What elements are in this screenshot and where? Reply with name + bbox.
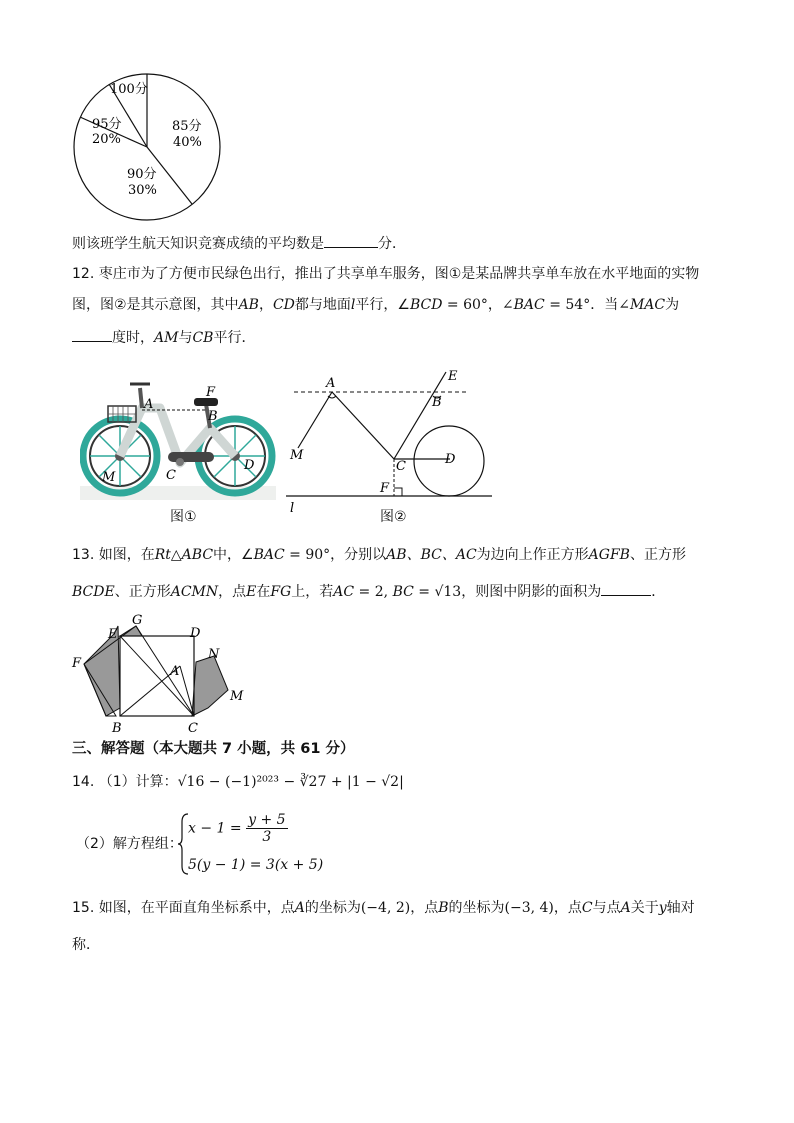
q15-b: B — [438, 900, 449, 916]
section3-title: 三、解答题（本大题共 7 小题，共 61 分） — [72, 741, 355, 757]
q12-am: AM — [154, 330, 179, 346]
fig2-label-e: E — [448, 369, 458, 384]
q12-text: 为 — [665, 297, 680, 313]
q13-fig-label-n: N — [208, 647, 220, 662]
q15-line2: 称． — [72, 937, 100, 953]
q12-eq54: = 54°．当∠ — [544, 297, 630, 313]
pie-pct-90: 30% — [128, 183, 157, 198]
q11-blank — [324, 233, 378, 248]
q15-text: 轴对 — [666, 900, 695, 916]
q13-blank — [601, 581, 651, 596]
q13-fig-label-c: C — [188, 721, 198, 736]
q13-fig-label-e: E — [108, 627, 118, 642]
q13-agfb: AGFB — [588, 547, 630, 563]
q13-text: 13. 如图，在 — [72, 547, 155, 563]
q15-y: y — [658, 900, 667, 916]
fig2-label-c: C — [396, 459, 406, 474]
q15-text: ，点 — [410, 900, 439, 916]
pie-label-90: 90分 — [127, 167, 157, 182]
q13-text: 、正方形 — [114, 584, 171, 600]
q12-sep: ， — [258, 297, 273, 313]
pie-pct-95: 20% — [92, 132, 121, 147]
q14-eq1-denominator: 3 — [262, 829, 272, 845]
q13-fig-label-m: M — [230, 689, 244, 704]
q13-fig-label-a: A — [170, 664, 180, 679]
q12-l: l — [350, 297, 356, 313]
q15-a: A — [294, 900, 305, 916]
q13-rt: Rt — [154, 547, 171, 563]
q11-answer-line — [72, 233, 406, 254]
q12-mac: MAC — [629, 297, 666, 313]
fig1-label-c: C — [166, 468, 176, 483]
q15-text: 与点 — [592, 900, 621, 916]
fig2-label-a: A — [326, 376, 336, 391]
q15-line1 — [72, 898, 695, 918]
q15-text: ，点 — [553, 900, 582, 916]
q12-text: 与 — [178, 330, 193, 346]
fig2-label-l: l — [290, 501, 295, 516]
q13-ac: AC — [333, 584, 355, 600]
fig1-label-f: F — [206, 385, 216, 400]
q13-fig-label-d: D — [190, 626, 201, 641]
fig2-label-b: B — [432, 395, 442, 410]
q15-a-coord: (−4, 2) — [360, 900, 411, 916]
q14-eq2: 5(y − 1) = 3(x + 5) — [188, 857, 324, 873]
pie-pct-85: 40% — [173, 135, 202, 150]
q12-blank — [72, 327, 112, 342]
pie-label-95: 95分 — [92, 117, 122, 132]
fig1-label-d: D — [244, 458, 255, 473]
fig1-label-m: M — [102, 470, 116, 485]
q12-line2 — [72, 295, 679, 315]
q12-cb: CB — [192, 330, 214, 346]
q13-text: 中，∠ — [213, 547, 254, 563]
q14-eq1-left: x − 1 = — [188, 820, 242, 837]
q13-text: ，点 — [218, 584, 247, 600]
q12-line1: 12. 枣庄市为了方便市民绿色出行，推出了共享单车服务，图①是某品牌共享单车放在水平地面的实物 — [72, 266, 700, 282]
q15-c: C — [581, 900, 593, 916]
q12-text: 度时， — [112, 330, 154, 346]
q13-sqrt13: √13 — [434, 584, 462, 600]
q13-bc: BC — [392, 584, 414, 600]
q14-part2-label: （2）解方程组： — [76, 836, 183, 852]
q12-text: 图，图②是其示意图，其中 — [72, 297, 239, 313]
fig1-caption: 图① — [170, 509, 197, 525]
squares-diagram — [68, 612, 252, 736]
q15-a2: A — [620, 900, 631, 916]
fig2-label-m: M — [290, 448, 304, 463]
q13-fg: FG — [270, 584, 292, 600]
q13-text: ，则图中阴影的面积为 — [461, 584, 602, 600]
q13-text: 上，若 — [291, 584, 334, 600]
q13-line1 — [72, 545, 686, 565]
q13-text: 在 — [256, 584, 271, 600]
q12-text: 平行． — [213, 330, 256, 346]
q11-text: 则该班学生航天知识竞赛成绩的平均数是 — [72, 236, 324, 252]
q13-eq: = — [413, 584, 435, 600]
q13-eq2: = 2, — [354, 584, 393, 600]
q12-text: 平行，∠ — [355, 297, 410, 313]
q14-part1 — [72, 772, 404, 792]
q13-fig-label-f: F — [72, 656, 82, 671]
q13-text: ． — [651, 584, 666, 600]
q13-sides: AB、BC、AC — [386, 547, 477, 563]
q15-text: 的坐标为 — [304, 900, 361, 916]
q13-text: 、正方形 — [629, 547, 686, 563]
q12-bac: BAC — [513, 297, 545, 313]
pie-chart — [72, 72, 222, 222]
q14-label1: 14. （1）计算： — [72, 774, 178, 790]
q11-suffix: 分． — [378, 236, 406, 252]
q14-eq1 — [188, 812, 288, 845]
fig1-label-a: A — [144, 397, 154, 412]
q13-eq90: = 90°，分别以 — [284, 547, 387, 563]
q12-cd: CD — [272, 297, 295, 313]
fig2-label-f: F — [380, 481, 390, 496]
q13-acmn: ACMN — [170, 584, 219, 600]
fig2-caption: 图② — [380, 509, 407, 525]
q15-text: 关于 — [630, 900, 659, 916]
q15-b-coord: (−3, 4) — [504, 900, 554, 916]
q15-text: 15. 如图，在平面直角坐标系中，点 — [72, 900, 295, 916]
q13-bcde: BCDE — [72, 584, 115, 600]
q13-bac: BAC — [253, 547, 285, 563]
fig2-label-d: D — [445, 452, 456, 467]
q15-text: 的坐标为 — [448, 900, 505, 916]
bicycle-diagram — [282, 366, 496, 516]
q13-tri: △ABC — [170, 547, 214, 563]
q13-line2 — [72, 581, 665, 602]
q12-eq60: = 60°，∠ — [442, 297, 514, 313]
q13-e: E — [246, 584, 257, 600]
bicycle-photo — [80, 368, 276, 500]
pie-label-85: 85分 — [172, 119, 202, 134]
q14-eq1-fraction — [246, 812, 287, 845]
q13-text: 为边向上作正方形 — [476, 547, 589, 563]
q13-fig-label-g: G — [132, 613, 143, 628]
q14-expression: √16 − (−1)²⁰²³ − ∛27 + |1 − √2| — [177, 774, 404, 790]
q12-ab: AB — [238, 297, 259, 313]
q13-fig-label-b: B — [112, 721, 122, 736]
fig1-label-b: B — [208, 409, 218, 424]
q14-eq1-numerator: y + 5 — [248, 812, 286, 828]
q12-line3 — [72, 327, 255, 348]
q12-text: 都与地面 — [294, 297, 351, 313]
pie-label-100: 100分 — [110, 82, 148, 97]
q12-bcd: BCD — [409, 297, 443, 313]
